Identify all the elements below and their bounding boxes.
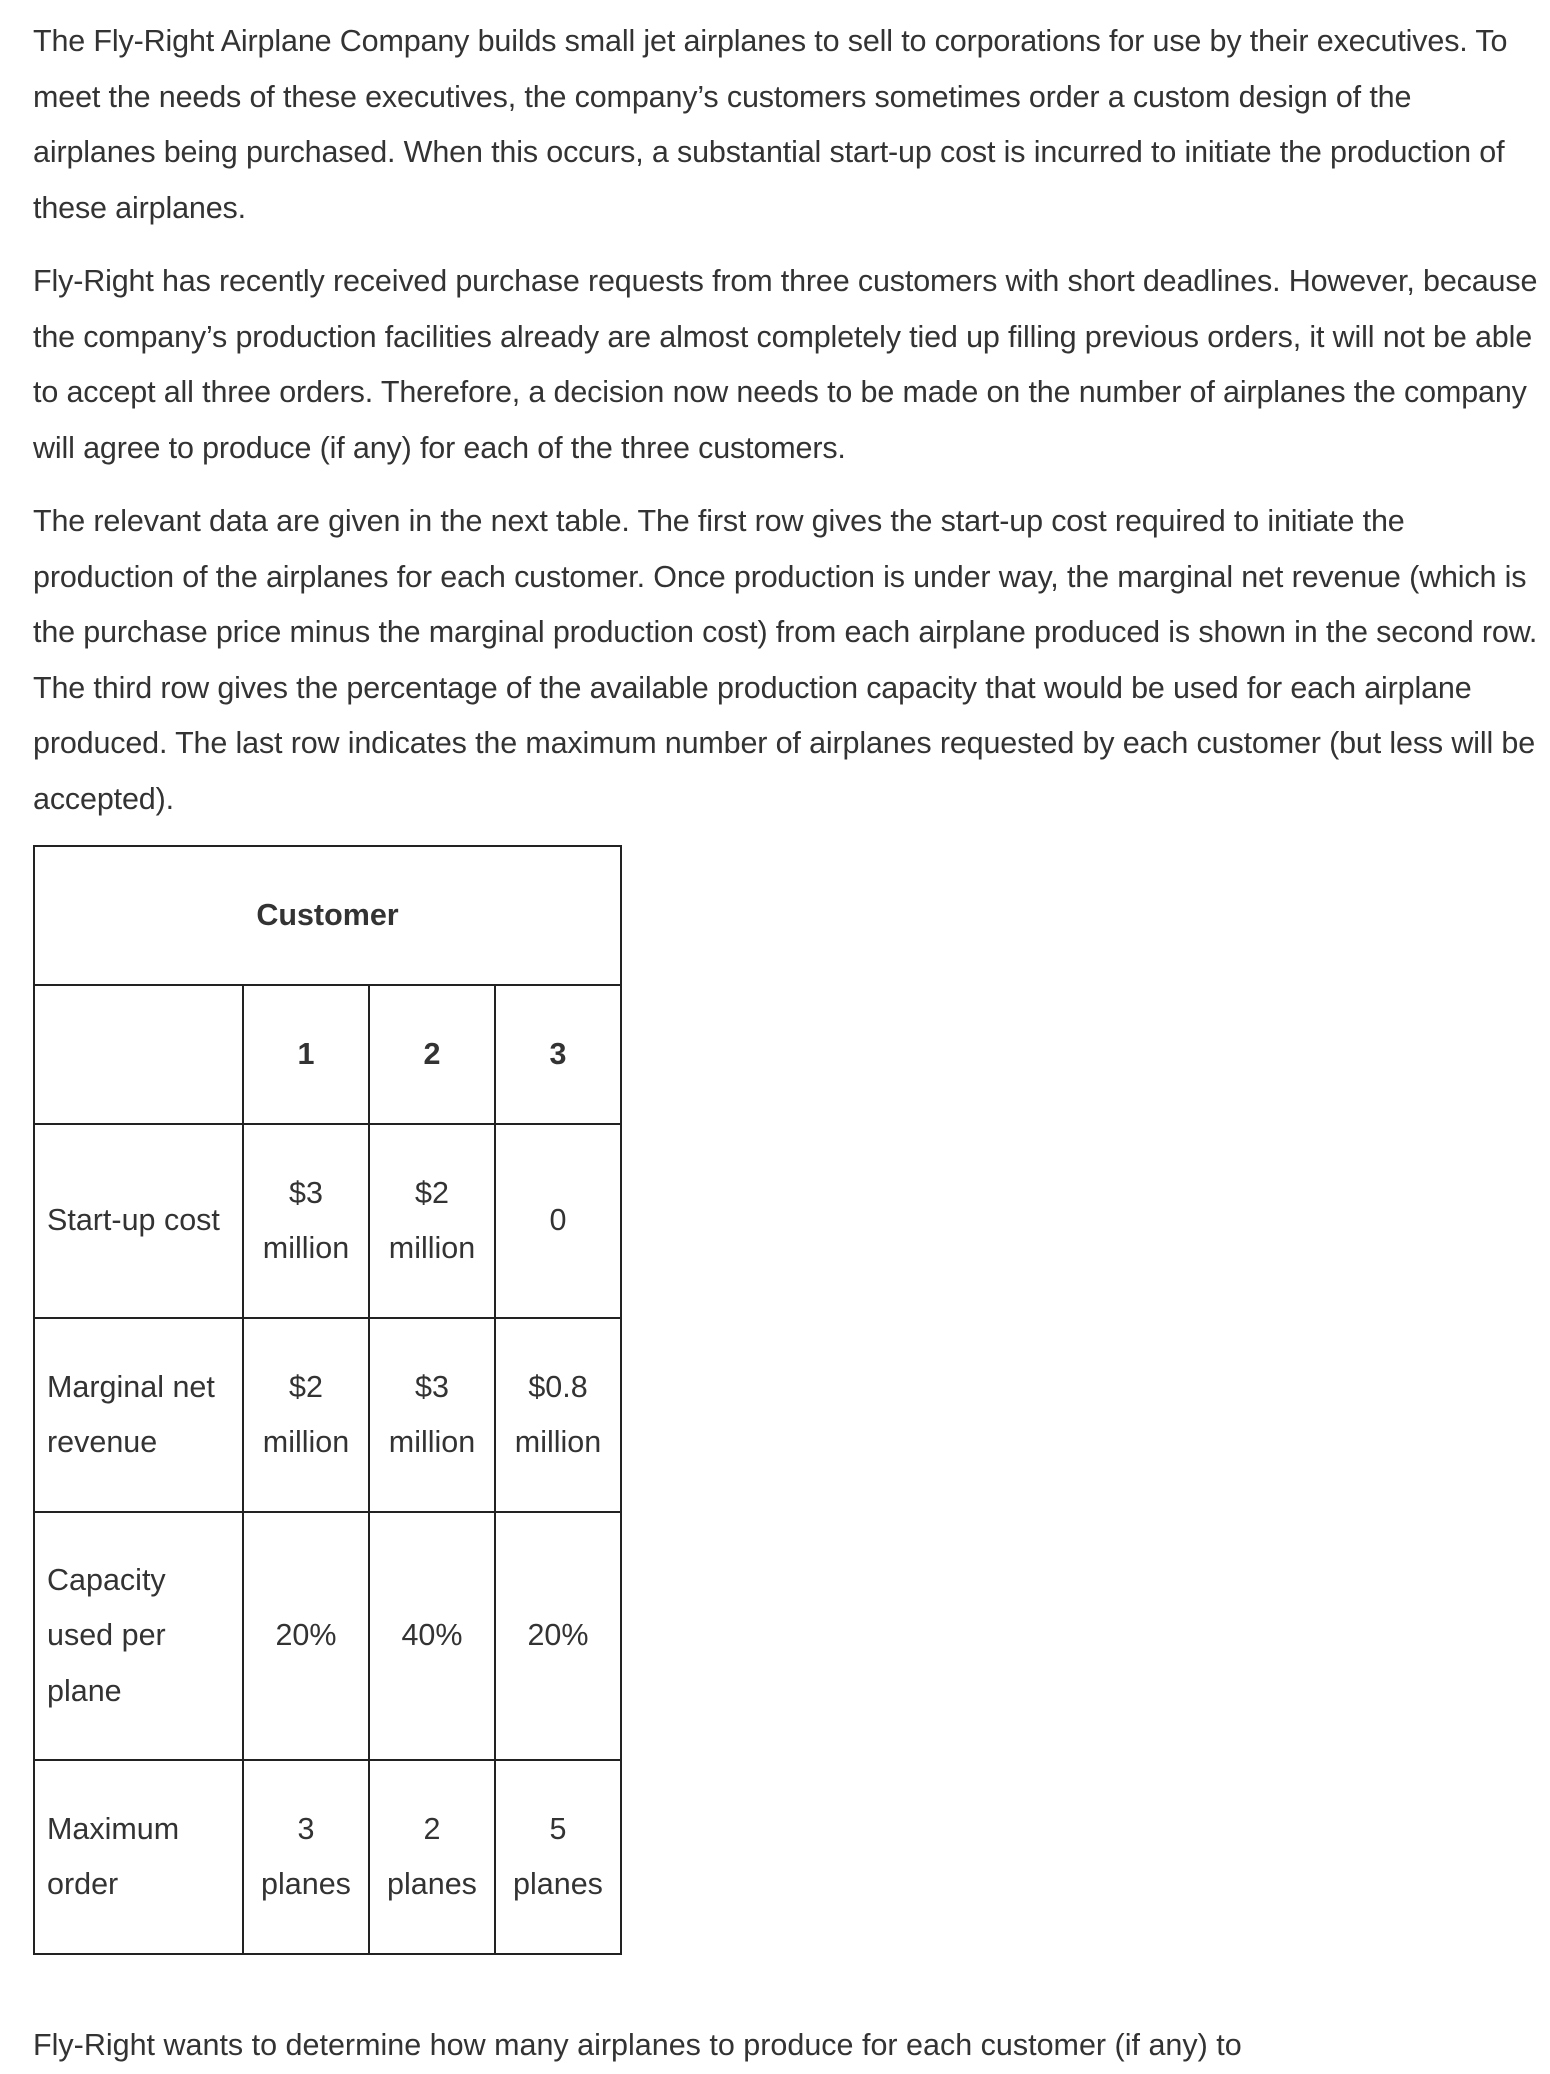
table-row [34, 1318, 621, 1512]
row-label-marginal-net-revenue: Marginal net revenue [34, 1318, 243, 1512]
table-cell: 2 planes [369, 1760, 495, 1954]
problem-content [33, 14, 1538, 1955]
row-label-maximum-order: Maximum order [34, 1760, 243, 1954]
trailing-paragraph-cut-off: Fly-Right wants to determine how many airplanes to produce for each customer (if any) to [33, 2028, 1242, 2062]
table-cell: $3 million [243, 1124, 369, 1318]
column-number-row [34, 985, 621, 1124]
customer-2-header: 2 [369, 985, 495, 1124]
table-cell: 3 planes [243, 1760, 369, 1954]
table-header-row [34, 846, 621, 985]
table-cell: $2 million [369, 1124, 495, 1318]
table-cell: 20% [495, 1512, 621, 1760]
table-cell: 20% [243, 1512, 369, 1760]
table-cell: $0.8 million [495, 1318, 621, 1512]
table-cell: 5 planes [495, 1760, 621, 1954]
row-label-capacity-used: Capacity used per plane [34, 1512, 243, 1760]
customer-3-header: 3 [495, 985, 621, 1124]
table-cell: 0 [495, 1124, 621, 1318]
table-cell: $3 million [369, 1318, 495, 1512]
intro-paragraph: The Fly-Right Airplane Company builds small jet airplanes to sell to corporations for use by their executives. To meet the needs of these executives, the company’s customers sometimes order a custom design of the airplanes being purchased. When this occurs, a substantial start-up cost is incurred to initiate the production of these airplanes. [33, 24, 1508, 225]
row-label-startup-cost: Start-up cost [34, 1124, 243, 1318]
customer-data-table [33, 845, 622, 1955]
table-row [34, 1124, 621, 1318]
data-paragraph: The relevant data are given in the next table. The first row gives the start-up cost required to initiate the production of the airplanes for each customer. Once production is under way, the marginal net revenue (which is the purchase price minus the marginal production cost) from each airplane produced is shown in the second row. The third row gives the percentage of the available production capacity that would be used for each airplane produced. The last row indicates the maximum number of airplanes requested by each customer (but less will be accepted). [33, 504, 1538, 816]
table-cell: $2 million [243, 1318, 369, 1512]
table-cell: 40% [369, 1512, 495, 1760]
empty-corner-cell [34, 985, 243, 1124]
customer-header: Customer [34, 846, 621, 985]
requests-paragraph: Fly-Right has recently received purchase requests from three customers with short deadlines. However, because the company’s production facilities already are almost completely tied up filling previous orders, it will not be able to accept all three orders. Therefore, a decision now needs to be made on the number of airplanes the company will agree to produce (if any) for each of the three customers. [33, 264, 1538, 465]
table-row [34, 1512, 621, 1760]
table-row [34, 1760, 621, 1954]
customer-1-header: 1 [243, 985, 369, 1124]
